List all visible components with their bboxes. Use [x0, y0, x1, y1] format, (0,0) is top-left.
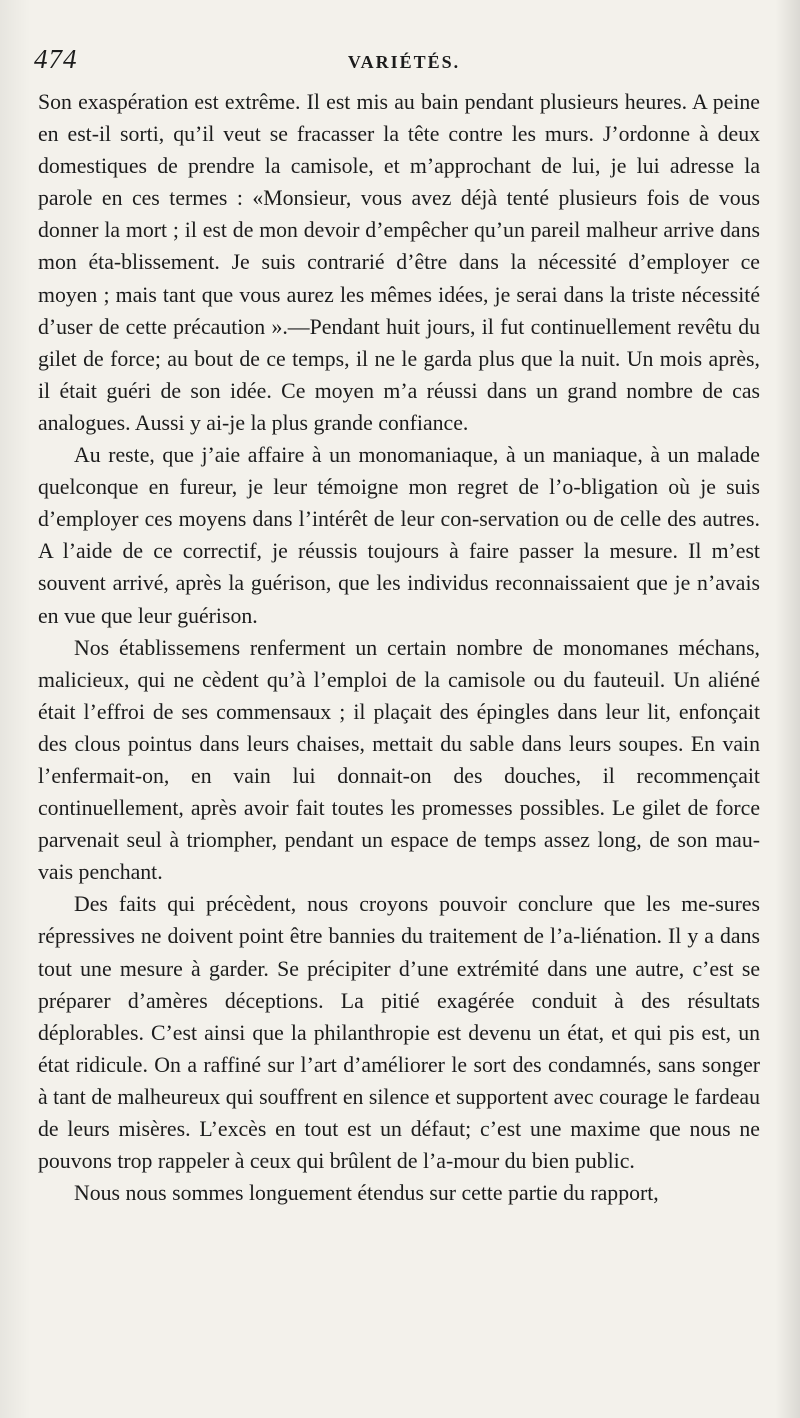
page-header: [34, 44, 774, 78]
paragraph-3: Nos établissemens renferment un certain nombre de monomanes méchans, malicieux, qui ne cèdent qu’à l’emploi de la camisole ou du fauteuil. Un aliéné était l’effroi de ses commensaux ; il plaçait des épingles dans leur lit, enfonçait des clous pointus dans leurs chaises, mettait du sable dans leurs soupes. En vain l’enfermait-on, en vain lui donnait-on des douches, il recommençait continuellement, après avoir fait toutes les promesses possibles. Le gilet de force parvenait seul à triompher, pendant un espace de temps assez long, de son mau-vais penchant.: [38, 635, 760, 885]
paragraph-5: Nous nous sommes longuement étendus sur cette partie du rapport,: [74, 1181, 659, 1206]
paragraph-2: Au reste, que j’aie affaire à un monomaniaque, à un maniaque, à un malade quelconque en fureur, je leur témoigne mon regret de l’o-bligation où je suis d’employer ces moyens dans l’intérêt de leur con-servation ou de celle des autres. A l’aide de ce correctif, je réussis toujours à faire passer la mesure. Il m’est souvent arrivé, après la guérison, que les individus reconnaissaient que je n’avais en vue que leur guérison.: [38, 443, 760, 628]
paragraph-4: Des faits qui précèdent, nous croyons pouvoir conclure que les me-sures répressives ne doivent point être bannies du traitement de l’a-liénation. Il y a dans tout une mesure à garder. Se précipiter d’une extrémité dans une autre, c’est se préparer d’amères déceptions. La pitié exagérée conduit à des résultats déplorables. C’est ainsi que la philanthropie est devenu un état, et qui pis est, un état ridicule. On a raffiné sur l’art d’améliorer le sort des condamnés, sans songer à tant de malheureux qui souffrent en silence et supportent avec courage le fardeau de leurs misères. L’excès en tout est un défaut; c’est une maxime que nous ne pouvons trop rappeler à ceux qui brûlent de l’a-mour du bien public.: [38, 892, 760, 1174]
body-text: [38, 86, 760, 1209]
running-head: VARIÉTÉS.: [347, 52, 461, 72]
paragraph-1: Son exaspération est extrême. Il est mis au bain pendant plusieurs heures. A peine en est-il sorti, qu’il veut se fracasser la tête contre les murs. J’ordonne à deux domestiques de prendre la camisole, et m’approchant de lui, je lui adresse la parole en ces termes : «Monsieur, vous avez déjà tenté plusieurs fois de vous donner la mort ; il est de mon devoir d’empêcher qu’un pareil malheur arrive dans mon éta-blissement. Je suis contrarié d’être dans la nécessité d’employer ce moyen ; mais tant que vous aurez les mêmes idées, je serai dans la triste nécessité d’user de cette précaution ».—Pendant huit jours, il fut continuellement revêtu du gilet de force; au bout de ce temps, il ne le garda plus que la nuit. Un mois après, il était guéri de son idée. Ce moyen m’a réussi dans un grand nombre de cas analogues. Aussi y ai-je la plus grande confiance.: [38, 90, 760, 435]
page-number: 474: [34, 44, 78, 74]
